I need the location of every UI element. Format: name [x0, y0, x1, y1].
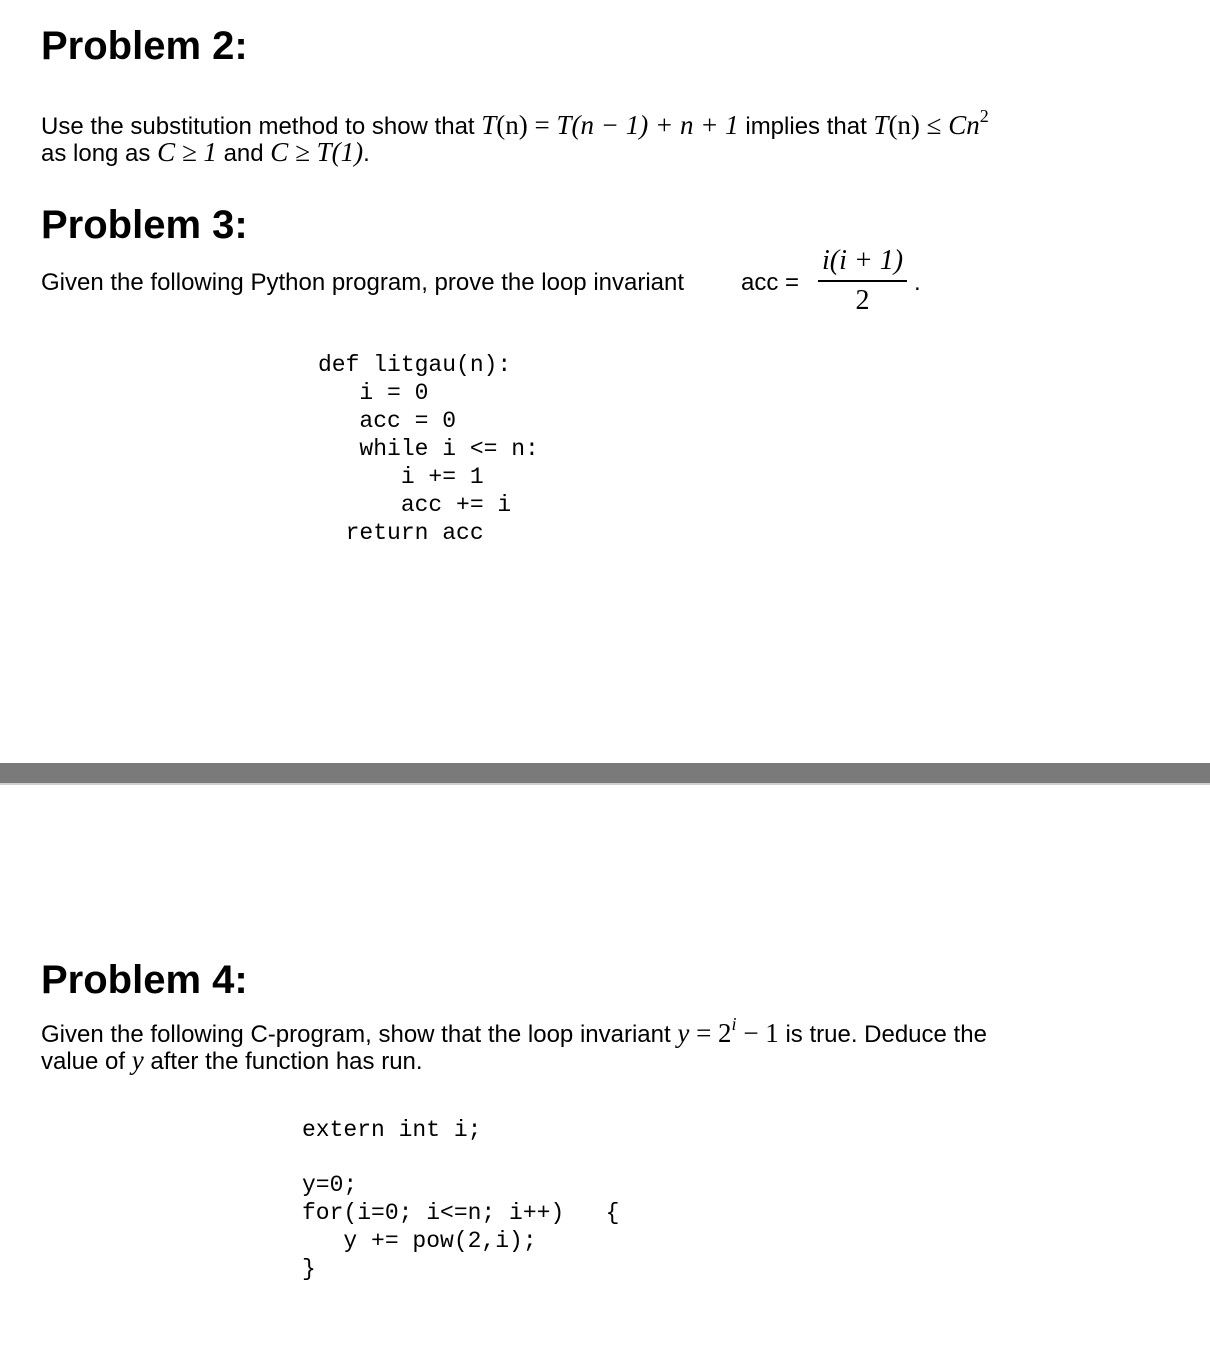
problem-4-heading: Problem 4:: [41, 958, 248, 1002]
page-divider: [0, 763, 1210, 783]
math-condition-2: C ≥ T(1): [270, 137, 364, 167]
math-T: T: [556, 110, 572, 140]
c-code-block: y=0; for(i=0; i<=n; i++) { y += pow(2,i); }: [302, 1172, 620, 1282]
math: − 1: [736, 1018, 779, 1048]
math-exponent: i: [731, 1014, 737, 1034]
math-y: y: [131, 1045, 144, 1075]
fraction-denominator: 2: [855, 285, 870, 316]
problem-2-heading: Problem 2:: [41, 24, 248, 68]
math-condition-1: C ≥ 1: [157, 137, 217, 167]
text: .: [363, 140, 370, 167]
problem-3-fraction: [816, 244, 909, 318]
math-Cn: Cn: [948, 110, 980, 140]
problem-3-statement-text: Given the following Python program, prove the loop invariant: [41, 269, 685, 296]
c-code-declaration: extern int i;: [302, 1117, 482, 1143]
math: = 2: [689, 1018, 732, 1048]
text: after the function has run.: [143, 1048, 423, 1075]
problem-4-statement-line-2: [41, 1042, 423, 1080]
text: Given the following C-program, show that the loop invariant: [41, 1021, 678, 1048]
problem-3-acc-equals: acc =: [741, 269, 800, 296]
text: is true. Deduce the: [778, 1021, 987, 1048]
page-divider-edge: [0, 783, 1210, 785]
text: as long as: [41, 140, 158, 167]
text: Use the substitution method to show that: [41, 113, 482, 140]
math-T: T: [481, 110, 497, 140]
text: implies that: [738, 113, 874, 140]
math-y: y: [677, 1018, 690, 1048]
math-recurrence: (n − 1) + n + 1: [571, 110, 739, 140]
problem-2-statement-line-2: [41, 134, 370, 172]
fraction-numerator: i(i + 1): [818, 244, 907, 282]
math: (n) ≤: [888, 110, 949, 140]
math-T: T: [873, 110, 889, 140]
math: (n) =: [496, 110, 557, 140]
problem-3-period: .: [914, 269, 921, 296]
math-exponent: 2: [979, 106, 989, 126]
text: value of: [41, 1048, 132, 1075]
python-code-block: def litgau(n): i = 0 acc = 0 while i <= n: i += 1 acc += i return acc: [318, 352, 539, 546]
problem-3-heading: Problem 3:: [41, 203, 248, 247]
text: and: [216, 140, 271, 167]
